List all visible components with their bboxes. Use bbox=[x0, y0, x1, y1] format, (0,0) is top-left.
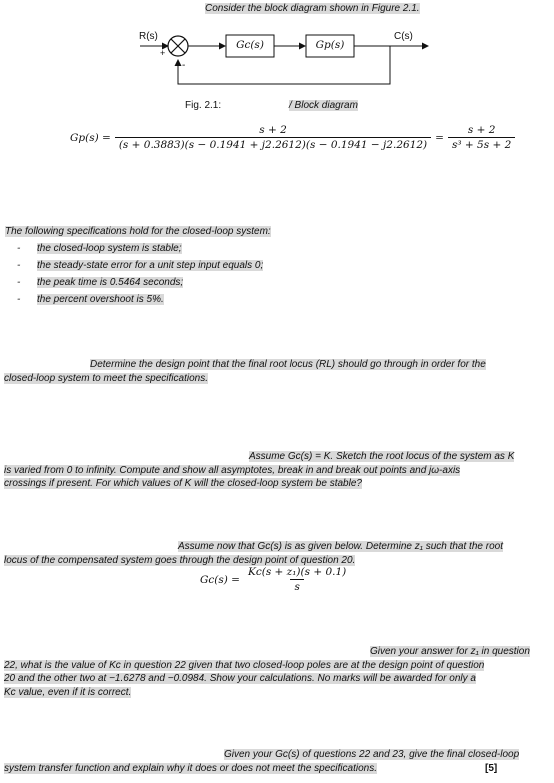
tf-denominator: (s + 0.3883)(s − 0.1941 + j2.2612)(s − 0.1941 − j2.2612) bbox=[115, 137, 431, 151]
question-closed-loop: Given your Gc(s) of questions 22 and 23, give the final closed-loop system transfer function and explain why it does or does not meet the specifications. bbox=[4, 749, 520, 774]
figure-caption-title: / Block diagram bbox=[289, 100, 358, 111]
minus-sign: - bbox=[182, 60, 186, 71]
gc-fraction bbox=[244, 566, 350, 593]
compensator-equation bbox=[200, 566, 350, 593]
figure-caption-number: Fig. 2.1: bbox=[185, 100, 222, 111]
gc-lhs: Gc(s) = bbox=[200, 573, 240, 586]
spec-list bbox=[5, 240, 545, 308]
plant-label: Gp(s) bbox=[315, 39, 345, 51]
input-label: R(s) bbox=[139, 31, 158, 42]
question-gain-kc: Given your answer for z₁ in question 22, what is the value of Kc in question 22 given that two closed-loop poles are at the design point of question 20 and the other two at −1.6278 and −0.0984. Show your calculations. No marks will be awarded for only a Kc value, even if it is correct. bbox=[4, 646, 530, 698]
tf-denominator-2: s³ + 5s + 2 bbox=[448, 137, 515, 151]
feedback-path bbox=[178, 46, 390, 84]
plant-transfer-function bbox=[70, 124, 515, 151]
output-label: C(s) bbox=[394, 31, 413, 42]
tf-numerator: s + 2 bbox=[259, 124, 287, 136]
tf-equals: = bbox=[435, 131, 444, 144]
question-design-point: Determine the design point that the final root locus (RL) should go through in order for the closed-loop system to meet the specifications. bbox=[4, 359, 486, 384]
specs-intro: The following specifications hold for the closed-loop system: bbox=[5, 226, 271, 237]
question-root-locus: Assume Gc(s) = K. Sketch the root locus of the system as K is varied from 0 to infinity. Compute and show all asymptotes, break in and break out points and jω-axis crossings if present. For which values of K will the closed-loop system be stable? bbox=[4, 451, 515, 489]
tf-fraction-factored bbox=[115, 124, 431, 151]
block-diagram-lines bbox=[0, 0, 554, 100]
tf-fraction-expanded bbox=[448, 124, 515, 151]
figure-intro: Consider the block diagram shown in Figure 2.1. bbox=[205, 3, 420, 14]
spec-item: - the percent overshoot is 5%. bbox=[5, 291, 545, 308]
tf-numerator-2: s + 2 bbox=[467, 124, 496, 136]
block-diagram bbox=[0, 0, 554, 100]
plus-sign: + bbox=[160, 48, 166, 58]
spec-item: - the steady-state error for a unit step input equals 0; bbox=[5, 257, 545, 274]
spec-item: - the closed-loop system is stable; bbox=[5, 240, 545, 257]
controller-label: Gc(s) bbox=[236, 39, 264, 51]
tf-lhs: Gp(s) = bbox=[70, 131, 111, 144]
gc-numerator: Kc(s + z₁)(s + 0.1) bbox=[248, 566, 347, 578]
marks-label: [5] bbox=[485, 763, 498, 774]
spec-item: - the peak time is 0.5464 seconds; bbox=[5, 274, 545, 291]
specifications bbox=[5, 224, 545, 308]
gc-denominator: s bbox=[290, 579, 303, 593]
question-compensator-zero: Assume now that Gc(s) is as given below. Determine z₁ such that the root locus of the compensated system goes through the design point of question 20. bbox=[4, 541, 503, 566]
